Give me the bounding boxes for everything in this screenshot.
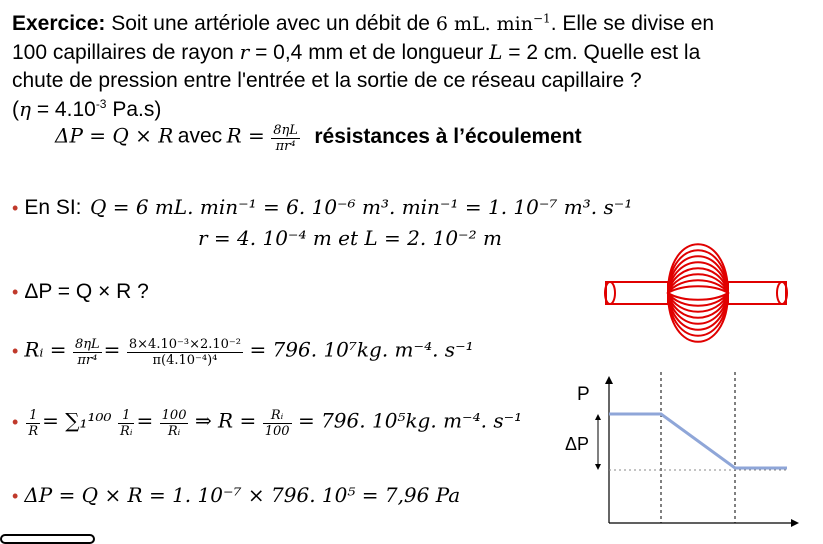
problem-text: Soit une artériole avec un débit de	[111, 12, 430, 35]
r-fraction-1: $\frac{1}{R}$	[28, 408, 39, 439]
implies: ⇒ R =	[194, 408, 257, 433]
pressure-curve	[609, 414, 787, 468]
si-dimensions-eq: r = 4. 10⁻⁴ m et L = 2. 10⁻² m	[198, 226, 502, 250]
bullet-dot-icon: •	[12, 198, 19, 218]
dp-arrow-up-icon	[595, 414, 601, 420]
viscosity-line: ($\eta = 4.10^{-3}$ Pa.s)	[12, 97, 162, 121]
bullet-dp-question	[12, 280, 149, 304]
formula-label: résistances à l’écoulement	[314, 124, 582, 148]
y-axis-arrow-icon	[605, 376, 613, 384]
bullet-dot-icon: •	[12, 486, 19, 506]
si-label: En SI:	[24, 196, 82, 219]
pressure-graph-icon	[555, 370, 805, 530]
x-axis-arrow-icon	[791, 519, 799, 527]
dp-question: ΔP = Q × R ?	[24, 280, 149, 303]
bullet-final	[12, 483, 460, 507]
graph-p-label: P	[577, 384, 590, 405]
formula-r: R =	[226, 123, 265, 148]
problem-line-3: chute de pression entre l'entrée et la sortie de ce réseau capillaire ?	[12, 69, 642, 92]
bullet-dot-icon: •	[12, 340, 19, 361]
bullet-si	[12, 195, 632, 220]
problem-text: 100 capillaires de rayon	[12, 41, 234, 64]
r-fraction-3: $\frac{100}{\text{Rᵢ}}$	[161, 408, 187, 439]
problem-text: = 0,4 mm et de longueur	[255, 41, 484, 64]
poiseuille-formula	[55, 123, 582, 154]
vessel-diagram-icon	[598, 232, 798, 362]
sum-symbol: = ∑₁¹⁰⁰	[42, 408, 112, 433]
r-fraction-4: $\frac{\text{Rᵢ}}{100}$	[264, 408, 290, 439]
ri-fraction-1: $\frac{8\eta L}{\text{πr⁴}}$	[74, 337, 100, 368]
formula-avec: avec	[177, 124, 223, 148]
r-fraction-2: $\frac{1}{\text{Rᵢ}}$	[120, 408, 133, 439]
r-result: = 796. 10⁵kg. m⁻⁴. s⁻¹	[297, 408, 523, 433]
problem-line-1	[12, 12, 714, 36]
clipped-toolbar-fragment	[0, 534, 95, 544]
graph-dp-label: ΔP	[565, 434, 590, 454]
ri-lhs: Rᵢ =	[24, 337, 67, 362]
problem-line-2	[12, 40, 700, 65]
length-symbol: L	[489, 40, 503, 64]
ri-result: = 796. 10⁷kg. m⁻⁴. s⁻¹	[249, 337, 474, 362]
bullet-total-resistance: • $\frac{1}{R}$ = ∑₁¹⁰⁰ $\frac{1}{\text{Rᵢ}}$ = $\frac{100}{\text{Rᵢ}}$ ⇒ R = $\frac{\text{Rᵢ}}{100}$ = 796. 10⁵kg. m⁻⁴. s⁻¹	[12, 408, 523, 439]
problem-text: = 2 cm. Quelle est la	[508, 41, 701, 64]
bullet-dot-icon: •	[12, 411, 19, 432]
formula-lhs: ΔP = Q × R	[55, 123, 174, 148]
dp-arrow-down-icon	[595, 464, 601, 470]
capillary-network	[668, 244, 728, 342]
problem-text: . Elle se divise en	[550, 12, 715, 35]
resistance-fraction: $\frac{8\eta L}{\text{πr⁴}}$	[273, 123, 298, 154]
radius-symbol: r	[239, 40, 250, 64]
si-flow-eq: Q = 6 mL. min⁻¹ = 6. 10⁻⁶ m³. min⁻¹ = 1. 10⁻⁷ m³. s⁻¹	[89, 195, 633, 219]
final-answer: ΔP = Q × R = 1. 10⁻⁷ × 796. 10⁵ = 7,96 Pa	[24, 483, 461, 507]
bullet-dot-icon: •	[12, 282, 19, 302]
exercise-label: Exercice:	[12, 12, 106, 35]
bullet-ri: • Rᵢ = $\frac{8\eta L}{\text{πr⁴}}$ = $\frac{\text{8×4.10⁻³×2.10⁻²}}{\text{π(4.10⁻⁴)⁴}}$ = 796. 10⁷kg. m⁻⁴. s⁻¹	[12, 337, 474, 368]
flow-value: 6 mL. $\min^{-1}$	[435, 11, 551, 35]
ri-fraction-2: $\frac{\text{8×4.10⁻³×2.10⁻²}}{\text{π(4.10⁻⁴)⁴}}$	[128, 337, 241, 368]
eta-symbol: η	[19, 97, 31, 121]
